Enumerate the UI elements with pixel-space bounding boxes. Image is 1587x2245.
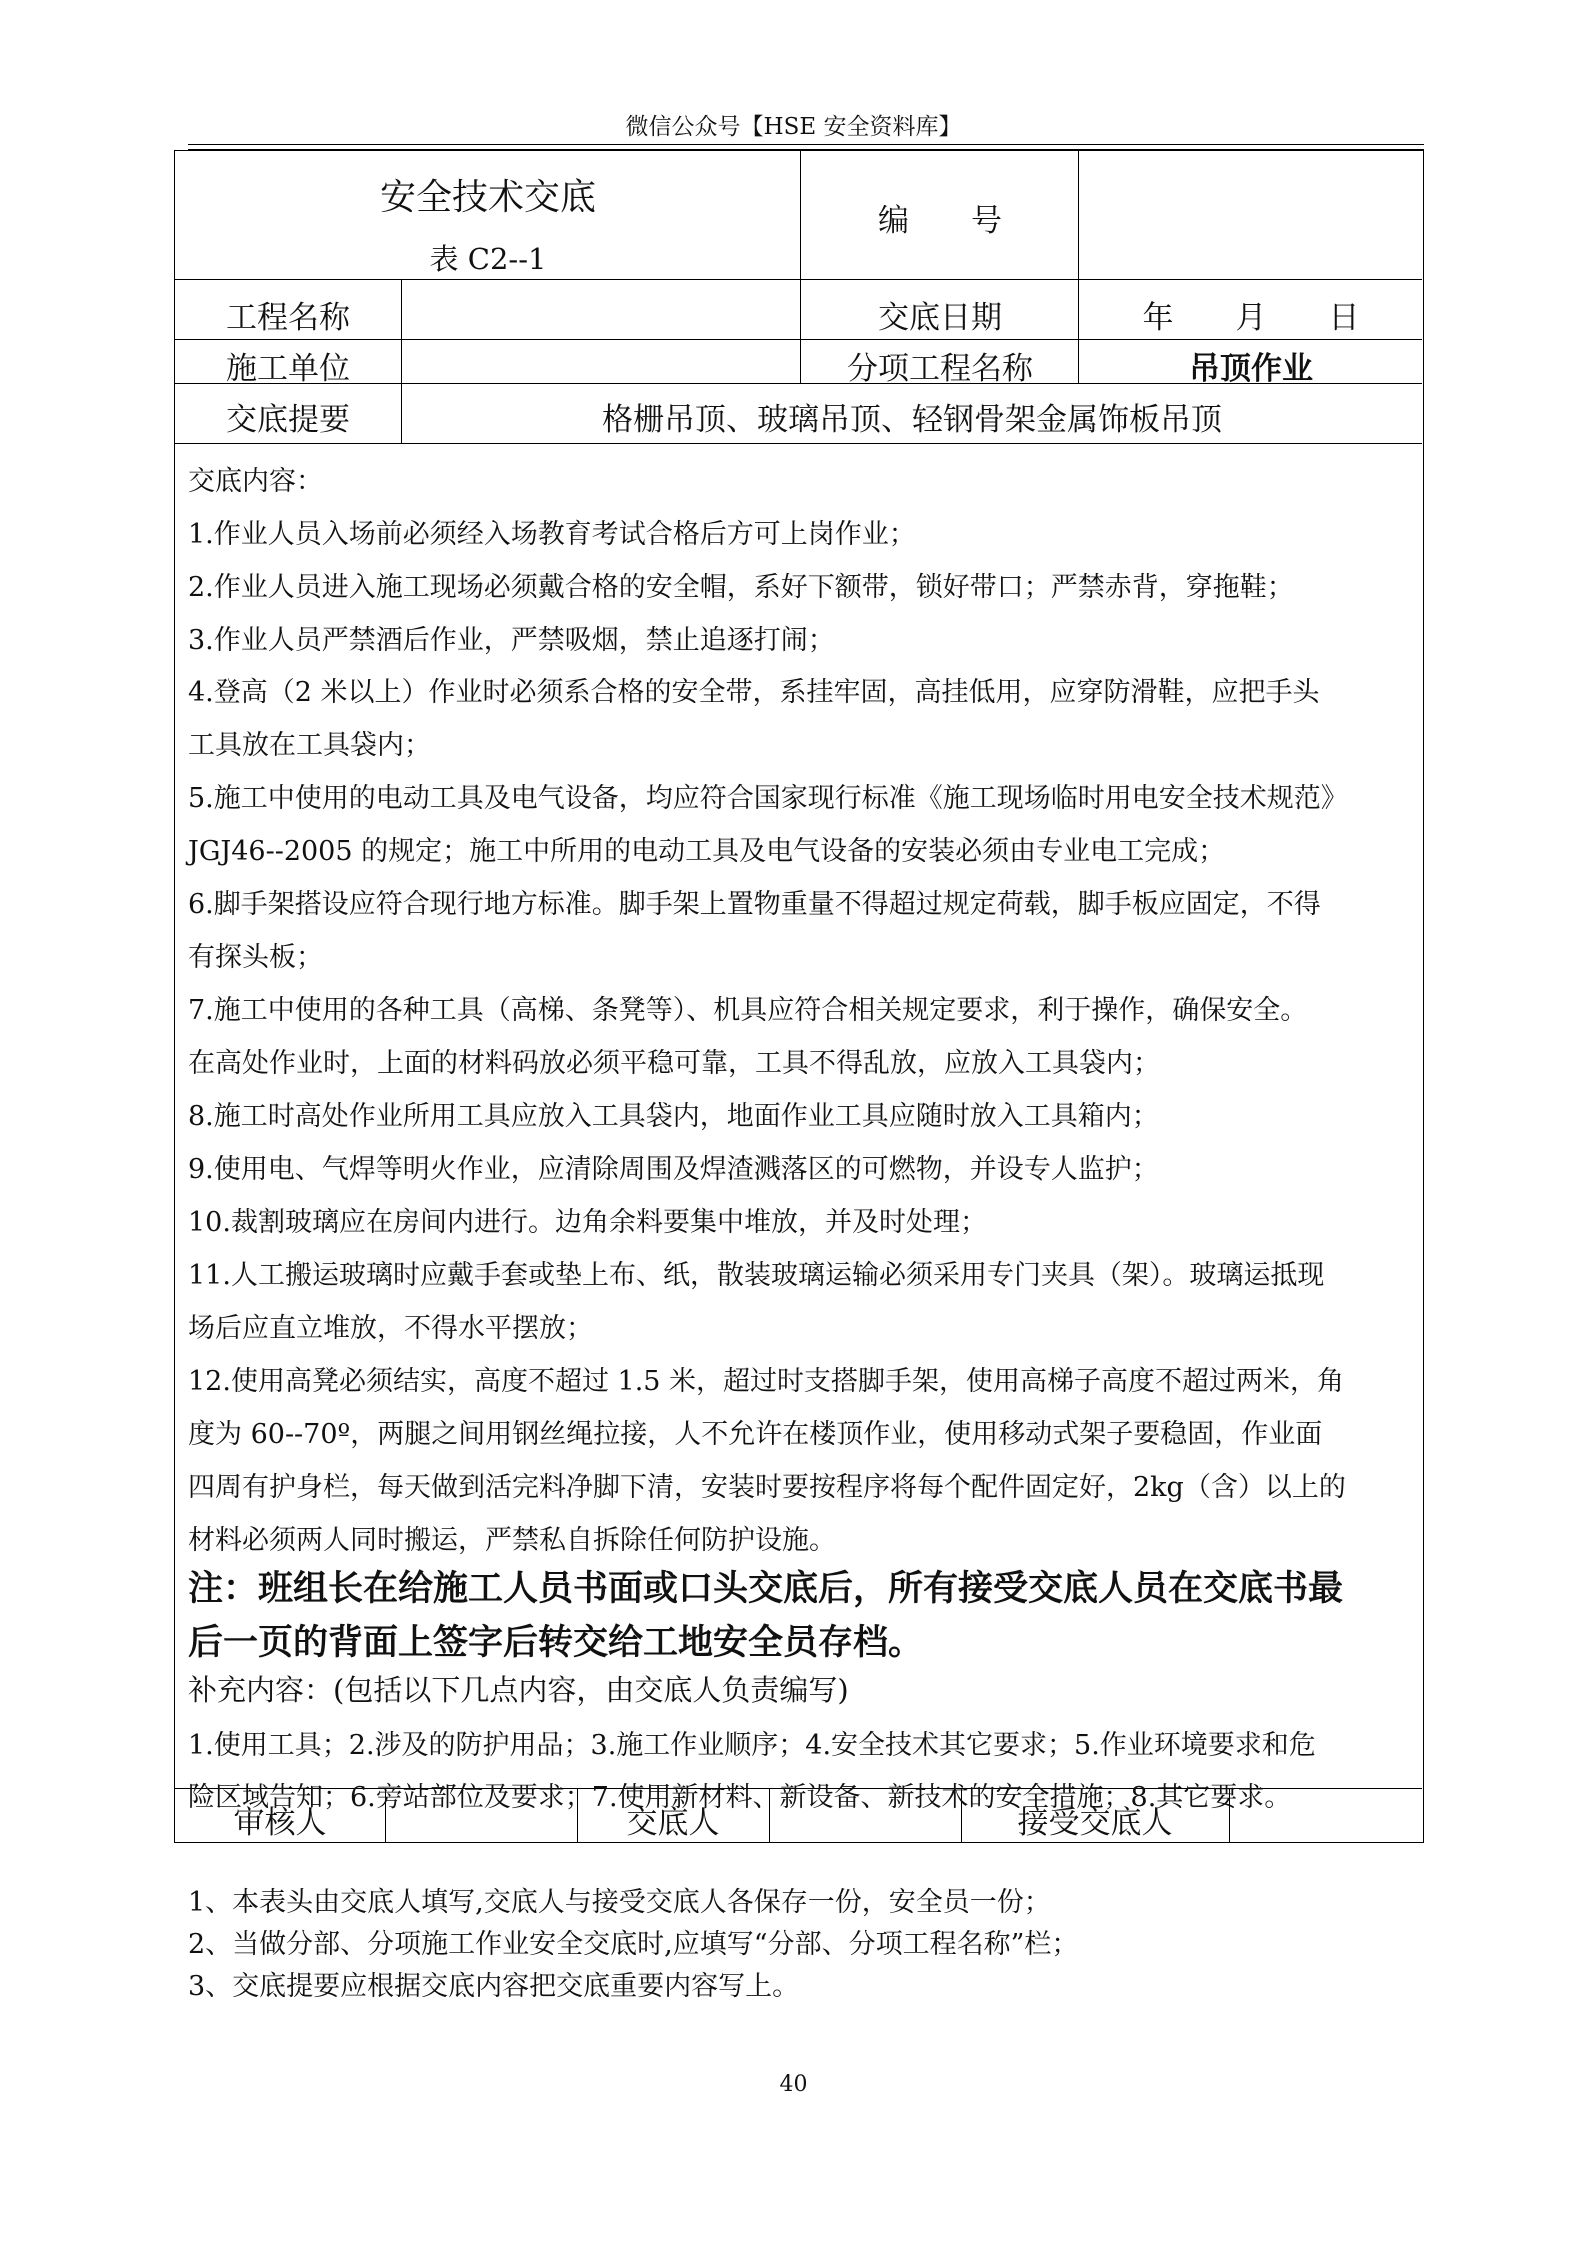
supplement-heading: 补充内容：(包括以下几点内容，由交底人负责编写) [188, 1673, 849, 1707]
footnote: 1、本表头由交底人填写,交底人与接受交底人各保存一份，安全员一份； [188, 1887, 1051, 1918]
content-line: 10.裁割玻璃应在房间内进行。边角余料要集中堆放，并及时处理； [188, 1207, 987, 1238]
receiver-label: 接受交底人 [1017, 1805, 1173, 1841]
content-line: 7.施工中使用的各种工具（高梯、条凳等）、机具应符合相关规定要求，利于操作，确保安全。 [188, 995, 1308, 1026]
content-line: 1.作业人员入场前必须经入场教育考试合格后方可上岗作业； [188, 519, 916, 550]
content-line: 11.人工搬运玻璃时应戴手套或垫上布、纸，散装玻璃运输必须采用专门夹具（架）。玻璃运抵现 [188, 1260, 1325, 1291]
supplement-line: 1.使用工具；2.涉及的防护用品；3.施工作业顺序；4.安全技术其它要求；5.作业环境要求和危 [188, 1730, 1316, 1761]
content-line: 9.使用电、气焊等明火作业，应清除周围及焊渣溅落区的可燃物，并设专人监护； [188, 1154, 1159, 1185]
code-label: 编 号 [878, 203, 1002, 239]
subitem-name-value: 吊顶作业 [1189, 351, 1313, 387]
content-line: 3.作业人员严禁酒后作业，严禁吸烟，禁止追逐打闹； [188, 625, 835, 656]
supplement-line: 险区域告知；6.旁站部位及要求；7.使用新材料、新设备、新技术的安全措施；8.其它要求。 [188, 1782, 1292, 1813]
summary-value: 格栅吊顶、玻璃吊顶、轻钢骨架金属饰板吊顶 [602, 402, 1222, 438]
content-line: JGJ46--2005 的规定；施工中所用的电动工具及电气设备的安装必须由专业电工完成； [188, 836, 1226, 867]
page-header: 微信公众号【HSE 安全资料库】 [625, 114, 962, 140]
content-line: 工具放在工具袋内； [188, 730, 431, 761]
content-line: 5.施工中使用的电动工具及电气设备，均应符合国家现行标准《施工现场临时用电安全技术规范》 [188, 783, 1348, 814]
content-line: 有探头板； [188, 942, 323, 973]
row-divider [175, 339, 1422, 340]
disclosure-date-field[interactable]: 年 月 日 [1142, 300, 1360, 336]
content-line: 四周有护身栏，每天做到活完料净脚下清，安装时要按程序将每个配件固定好，2kg（含）以上的 [188, 1472, 1346, 1503]
form-number: 表 C2--1 [429, 242, 547, 276]
project-name-label: 工程名称 [226, 300, 350, 336]
content-line: 场后应直立堆放，不得水平摆放； [188, 1313, 593, 1344]
summary-label: 交底提要 [226, 402, 350, 438]
content-line: 12.使用高凳必须结实，高度不超过 1.5 米，超过时支搭脚手架，使用高梯子高度不超过两米，角 [188, 1366, 1345, 1397]
header-rule [188, 144, 1424, 145]
content-line: 4.登高（2 米以上）作业时必须系合格的安全带，系挂牢固，高挂低用，应穿防滑鞋，应把手头 [188, 677, 1320, 708]
footnote: 3、交底提要应根据交底内容把交底重要内容写上。 [188, 1971, 800, 2002]
content-line: 8.施工时高处作业所用工具应放入工具袋内，地面作业工具应随时放入工具箱内； [188, 1101, 1159, 1132]
note-line: 注：班组长在给施工人员书面或口头交底后，所有接受交底人员在交底书最 [188, 1568, 1344, 1609]
content-line: 6.脚手架搭设应符合现行地方标准。脚手架上置物重量不得超过规定荷载，脚手板应固定，不得 [188, 889, 1321, 920]
content-line: 度为 60--70º，两腿之间用钢丝绳拉接，人不允许在楼顶作业，使用移动式架子要稳固，作业面 [188, 1419, 1323, 1450]
reviewer-label: 审核人 [233, 1805, 327, 1841]
content-line: 在高处作业时，上面的材料码放必须平稳可靠，工具不得乱放，应放入工具袋内； [188, 1048, 1160, 1079]
form-title: 安全技术交底 [379, 177, 596, 218]
discloser-label: 交底人 [626, 1805, 720, 1841]
disclosure-date-label: 交底日期 [878, 300, 1002, 336]
content-line: 2.作业人员进入施工现场必须戴合格的安全帽，系好下额带，锁好带口；严禁赤背，穿拖鞋； [188, 572, 1294, 603]
subitem-name-label: 分项工程名称 [847, 351, 1033, 387]
content-heading: 交底内容： [188, 466, 323, 497]
note-line: 后一页的背面上签字后转交给工地安全员存档。 [188, 1622, 924, 1663]
content-line: 材料必须两人同时搬运，严禁私自拆除任何防护设施。 [188, 1525, 836, 1556]
row-divider [175, 443, 1422, 444]
footnote: 2、当做分部、分项施工作业安全交底时,应填写“分部、分项工程名称”栏； [188, 1929, 1079, 1960]
page-number: 40 [779, 2072, 808, 2097]
row-divider [175, 279, 1422, 280]
construction-unit-label: 施工单位 [226, 351, 350, 387]
